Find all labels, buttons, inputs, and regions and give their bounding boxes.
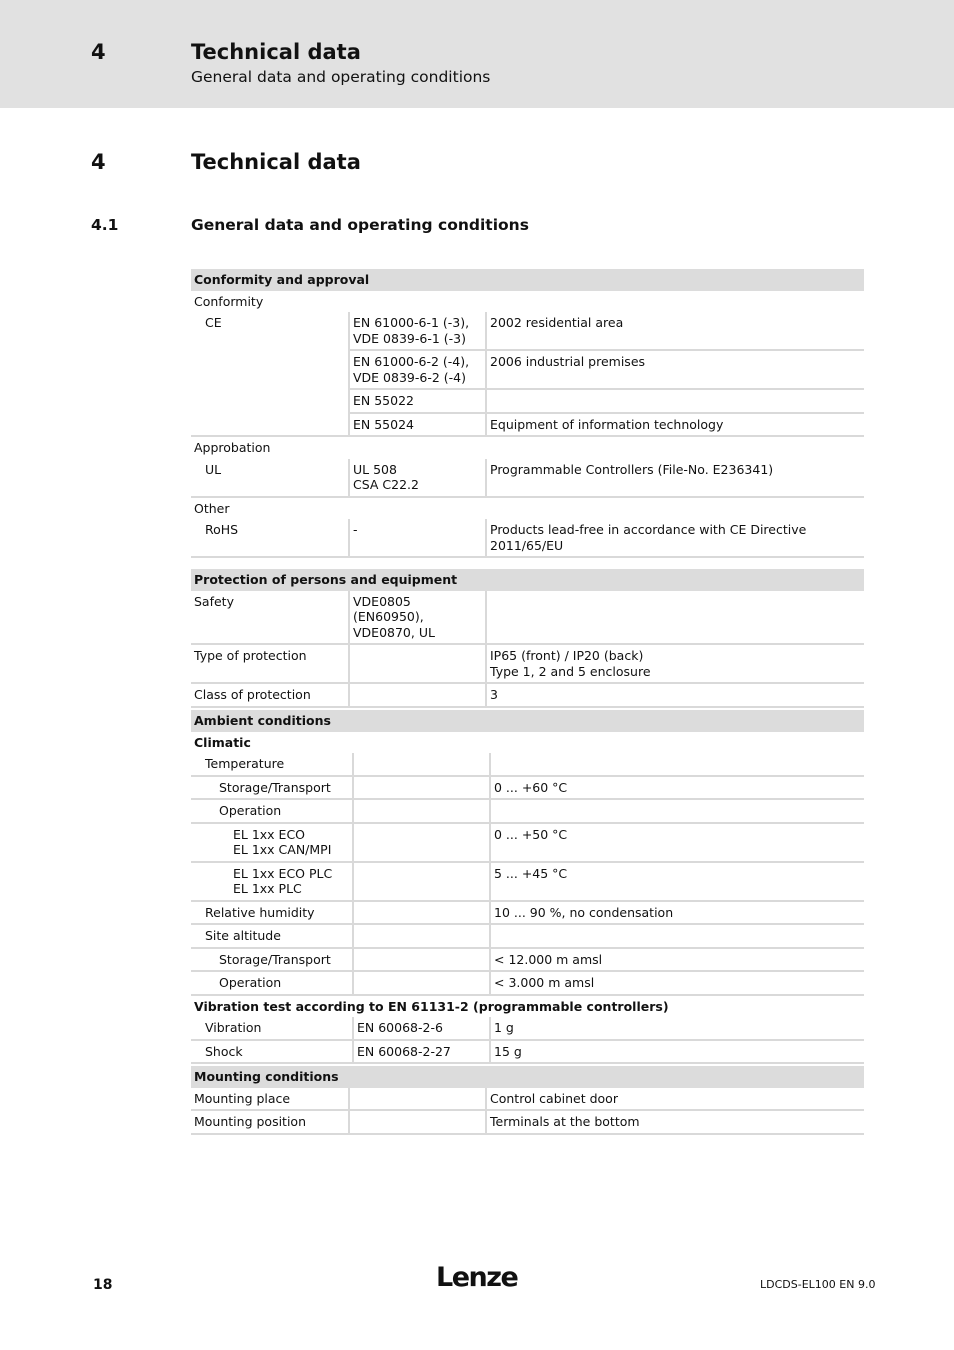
table-row <box>191 862 864 901</box>
ce-label: CE <box>191 312 349 436</box>
description-cell: 3 <box>486 683 864 707</box>
label-cell: Mounting position <box>191 1110 349 1134</box>
value-cell: 15 g <box>490 1040 864 1064</box>
table-row <box>191 1017 864 1040</box>
standard-cell: EN 61000-6-1 (-3), VDE 0839-6-1 (-3) <box>349 312 486 350</box>
table-row <box>191 459 864 497</box>
header-chapter-title: Technical data <box>191 40 361 64</box>
table-row <box>191 1088 864 1111</box>
ul-label: UL <box>191 459 349 497</box>
temperature-label: Temperature <box>191 753 353 776</box>
label-cell: Class of protection <box>191 683 349 707</box>
header-chapter-number: 4 <box>91 40 106 64</box>
label-cell: Vibration <box>191 1017 353 1040</box>
standard-cell: VDE0805 (EN60950), VDE0870, UL <box>349 591 486 645</box>
lenze-logo: Lenze <box>436 1262 518 1293</box>
table-row <box>191 644 864 683</box>
standard-cell: - <box>349 519 486 557</box>
table-row <box>191 683 864 707</box>
standard-cell: EN 55024 <box>349 413 486 437</box>
description-cell: Terminals at the bottom <box>486 1110 864 1134</box>
table-row <box>191 823 864 862</box>
standard-cell: EN 60068-2-6 <box>353 1017 490 1040</box>
table-row <box>191 519 864 557</box>
header-subtitle: General data and operating conditions <box>191 68 491 86</box>
table-row <box>191 753 864 776</box>
value-cell: 5 ... +45 °C <box>490 862 864 901</box>
description-cell: 2006 industrial premises <box>486 350 864 389</box>
table-row <box>191 971 864 995</box>
label-cell: EL 1xx ECO PLC EL 1xx PLC <box>191 862 353 901</box>
description-cell <box>486 389 864 413</box>
standard-cell: EN 55022 <box>349 389 486 413</box>
table-row <box>191 312 864 350</box>
table-row <box>191 799 864 823</box>
table-row <box>191 591 864 645</box>
table-row <box>191 924 864 948</box>
description-cell: Control cabinet door <box>486 1088 864 1111</box>
value-cell: 0 ... +60 °C <box>490 776 864 800</box>
section-header-row <box>191 269 864 291</box>
section-title: General data and operating conditions <box>191 216 529 234</box>
operation-label: Operation <box>191 799 353 823</box>
section-number: 4.1 <box>91 216 119 234</box>
standard-cell: EN 60068-2-27 <box>353 1040 490 1064</box>
table-row <box>191 1040 864 1064</box>
ambient-title: Ambient conditions <box>191 710 864 732</box>
page-header <box>0 0 954 108</box>
label-cell: Shock <box>191 1040 353 1064</box>
vibration-heading: Vibration test according to EN 61131-2 (programmable controllers) <box>194 998 669 1014</box>
table-row <box>191 948 864 972</box>
altitude-label: Site altitude <box>191 924 353 948</box>
value-cell: < 3.000 m amsl <box>490 971 864 995</box>
standard-cell <box>349 1110 486 1134</box>
standard-cell <box>349 683 486 707</box>
mounting-table <box>191 1066 864 1135</box>
description-cell <box>486 591 864 645</box>
standard-cell <box>349 1088 486 1111</box>
protection-title: Protection of persons and equipment <box>191 569 864 591</box>
chapter-number: 4 <box>91 150 106 174</box>
label-cell: Mounting place <box>191 1088 349 1111</box>
conformity-title: Conformity and approval <box>191 269 864 291</box>
label-cell: Safety <box>191 591 349 645</box>
protection-table <box>191 569 864 708</box>
chapter-title: Technical data <box>191 150 361 174</box>
rohs-label: RoHS <box>191 519 349 557</box>
description-cell: Products lead-free in accordance with CE Directive 2011/65/EU <box>486 519 864 557</box>
conformity-table <box>191 269 864 558</box>
table-row <box>191 776 864 800</box>
document-id: LDCDS-EL100 EN 9.0 <box>760 1278 876 1291</box>
mounting-title: Mounting conditions <box>191 1066 864 1088</box>
ambient-table <box>191 710 864 1064</box>
standard-cell: EN 61000-6-2 (-4), VDE 0839-6-2 (-4) <box>349 350 486 389</box>
value-cell: < 12.000 m amsl <box>490 948 864 972</box>
table-row <box>191 901 864 925</box>
table-row <box>191 1110 864 1134</box>
description-cell: Programmable Controllers (File-No. E236341) <box>486 459 864 497</box>
label-cell: EL 1xx ECO EL 1xx CAN/MPI <box>191 823 353 862</box>
description-cell: IP65 (front) / IP20 (back) Type 1, 2 and 5 enclosure <box>486 644 864 683</box>
climatic-heading: Climatic <box>194 734 251 750</box>
page-number: 18 <box>93 1277 113 1293</box>
category-conformity: Conformity <box>194 293 264 309</box>
label-cell: Storage/Transport <box>191 776 353 800</box>
label-cell: Relative humidity <box>191 901 353 925</box>
standard-cell <box>349 644 486 683</box>
standard-cell: UL 508 CSA C22.2 <box>349 459 486 497</box>
value-cell: 0 ... +50 °C <box>490 823 864 862</box>
value-cell: 10 ... 90 %, no condensation <box>490 901 864 925</box>
description-cell: Equipment of information technology <box>486 413 864 437</box>
value-cell: 1 g <box>490 1017 864 1040</box>
label-cell: Type of protection <box>191 644 349 683</box>
category-other: Other <box>194 500 230 516</box>
category-approbation: Approbation <box>194 440 271 455</box>
label-cell: Storage/Transport <box>191 948 353 972</box>
description-cell: 2002 residential area <box>486 312 864 350</box>
label-cell: Operation <box>191 971 353 995</box>
